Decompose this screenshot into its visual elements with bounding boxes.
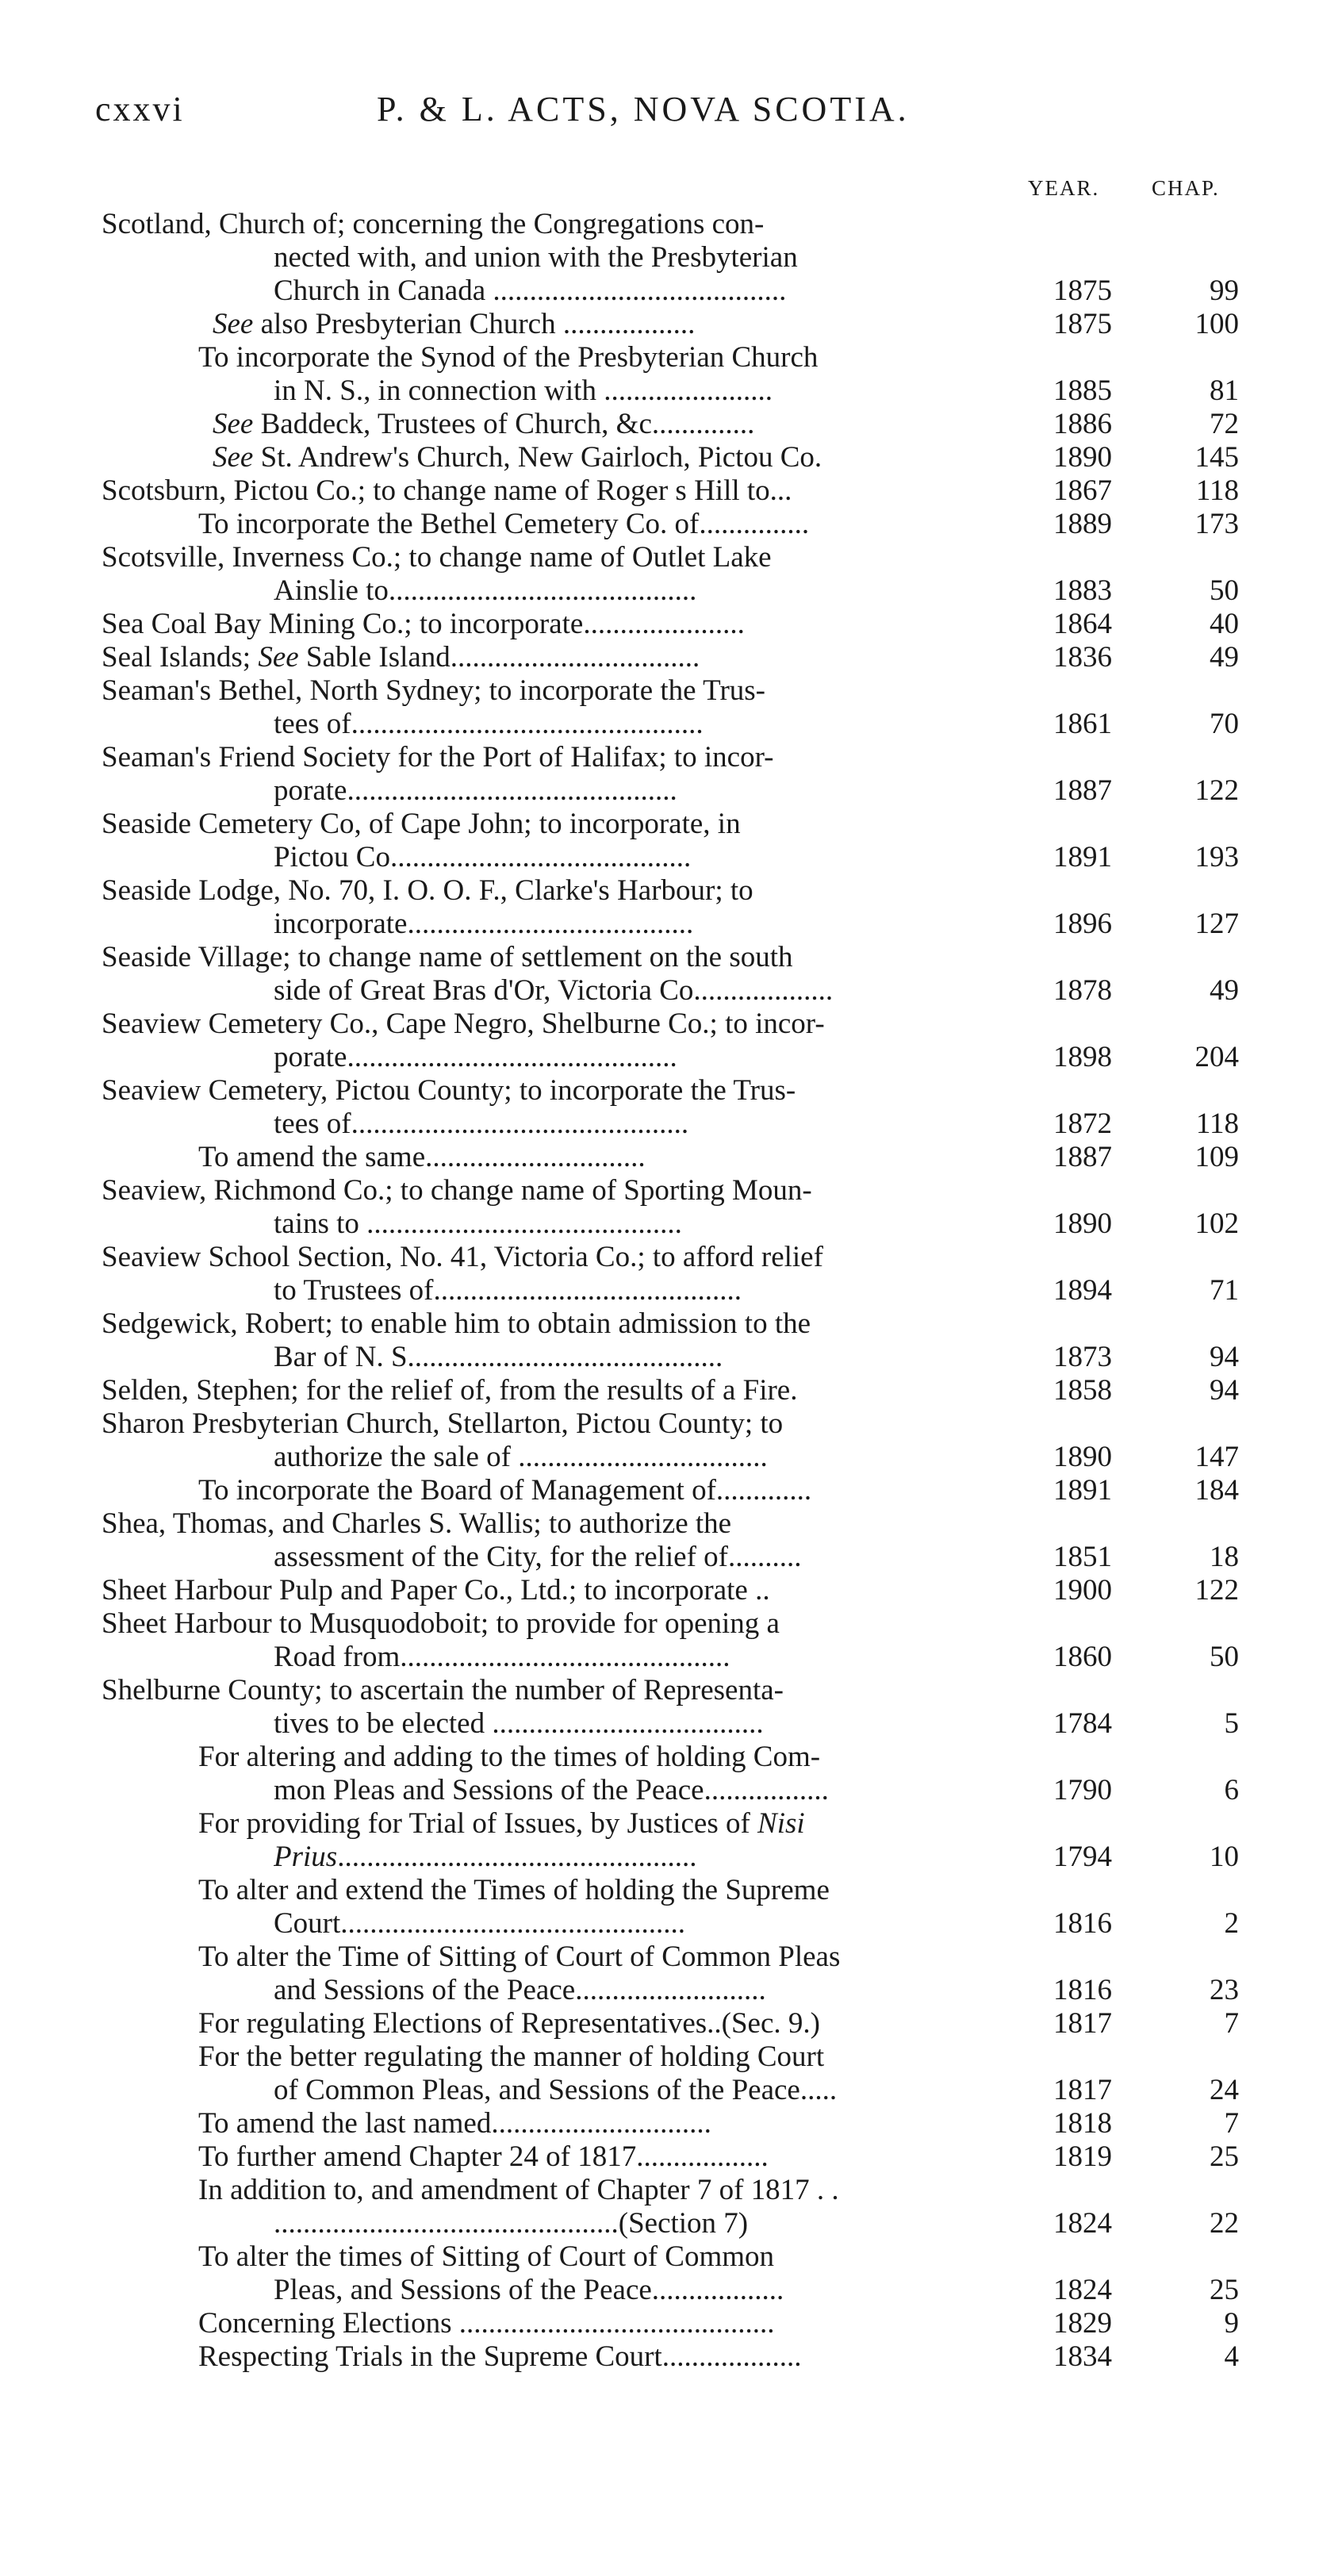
index-entry <box>0 1274 1342 1307</box>
entry-text: and Sessions of the Peace.......................... <box>274 1974 766 2006</box>
entry-text: tees of.............................................. <box>274 1108 689 1140</box>
entry-text: Pleas, and Sessions of the Peace.................. <box>274 2274 784 2306</box>
index-entry <box>0 1141 1342 1174</box>
entry-year: 1824 <box>1053 2207 1112 2240</box>
index-entry <box>0 2274 1342 2307</box>
index-entry <box>0 1041 1342 1074</box>
entry-text: authorize the sale of .................................. <box>274 1441 768 1473</box>
entry-text: Seal Islands; See Sable Island.................................. <box>102 641 700 674</box>
entry-year: 1867 <box>1053 474 1112 507</box>
index-entry <box>0 1507 1342 1541</box>
entry-text: Seaman's Bethel, North Sydney; to incorporate the Trus- <box>102 674 765 707</box>
entry-year: 1818 <box>1053 2107 1112 2140</box>
entry-chapter: 9 <box>1224 2307 1239 2340</box>
entry-year: 1890 <box>1053 1441 1112 1473</box>
entry-year: 1864 <box>1053 608 1112 640</box>
index-entry <box>0 1474 1342 1507</box>
index-entry <box>0 474 1342 508</box>
index-entry <box>0 1807 1342 1841</box>
entry-year: 1851 <box>1053 1541 1112 1573</box>
entry-year: 1898 <box>1053 1041 1112 1073</box>
index-entry <box>0 441 1342 474</box>
entry-year: 1890 <box>1053 441 1112 474</box>
index-entry <box>0 774 1342 808</box>
entry-text: Shelburne County; to ascertain the number of Representa- <box>102 1674 784 1706</box>
index-entry <box>0 741 1342 774</box>
index-entry <box>0 2240 1342 2274</box>
entry-year: 1872 <box>1053 1108 1112 1140</box>
index-entry <box>0 308 1342 341</box>
entry-chapter: 122 <box>1194 1574 1239 1607</box>
entry-chapter: 50 <box>1210 1641 1239 1673</box>
column-header-chap: CHAP. <box>1152 176 1220 200</box>
entry-text: tees of................................................ <box>274 708 704 740</box>
entry-text: nected with, and union with the Presbyterian <box>274 241 798 274</box>
index-entry <box>0 2307 1342 2340</box>
entry-chapter: 118 <box>1195 474 1239 507</box>
index-entry <box>0 1574 1342 1607</box>
entry-chapter: 99 <box>1210 274 1239 307</box>
entry-text: Prius................................................. <box>274 1841 697 1873</box>
index-entry <box>0 341 1342 374</box>
entry-year: 1894 <box>1053 1274 1112 1307</box>
entry-chapter: 24 <box>1210 2074 1239 2106</box>
entry-chapter: 6 <box>1224 1774 1239 1806</box>
entry-text: mon Pleas and Sessions of the Peace................. <box>274 1774 829 1806</box>
entry-year: 1875 <box>1053 274 1112 307</box>
entry-year: 1887 <box>1053 774 1112 807</box>
index-entry <box>0 1074 1342 1108</box>
entry-text: To incorporate the Board of Management of............. <box>198 1474 812 1507</box>
index-entry <box>0 1441 1342 1474</box>
entry-chapter: 2 <box>1224 1907 1239 1940</box>
entry-chapter: 81 <box>1210 374 1239 407</box>
entry-year: 1890 <box>1053 1207 1112 1240</box>
entry-chapter: 10 <box>1210 1841 1239 1873</box>
index-entry <box>0 274 1342 308</box>
index-entry <box>0 608 1342 641</box>
entry-text: Shea, Thomas, and Charles S. Wallis; to authorize the <box>102 1507 732 1540</box>
entry-year: 1816 <box>1053 1974 1112 2006</box>
entry-text: In addition to, and amendment of Chapter 7 of 1817 . . <box>198 2174 839 2206</box>
entry-text: Seaman's Friend Society for the Port of Halifax; to incor- <box>102 741 774 774</box>
page-folio: cxxvi <box>95 90 185 129</box>
entry-year: 1790 <box>1053 1774 1112 1806</box>
entry-year: 1885 <box>1053 374 1112 407</box>
index-entry <box>0 1374 1342 1407</box>
index-entry <box>0 641 1342 674</box>
entry-year: 1816 <box>1053 1907 1112 1940</box>
index-entry <box>0 2174 1342 2207</box>
entry-text: Scotland, Church of; concerning the Congregations con- <box>102 208 765 240</box>
entry-chapter: 50 <box>1210 574 1239 607</box>
entry-text: For the better regulating the manner of holding Court <box>198 2040 825 2073</box>
index-entry <box>0 1874 1342 1907</box>
entry-chapter: 118 <box>1195 1108 1239 1140</box>
entry-text: Seaview Cemetery Co., Cape Negro, Shelburne Co.; to incor- <box>102 1008 825 1040</box>
entry-year: 1834 <box>1053 2340 1112 2373</box>
entry-chapter: 145 <box>1194 441 1239 474</box>
index-entry <box>0 508 1342 541</box>
entry-text: See St. Andrew's Church, New Gairloch, Pictou Co. <box>213 441 822 474</box>
index-entry <box>0 241 1342 274</box>
index-entry <box>0 1108 1342 1141</box>
entry-text: To amend the same.............................. <box>198 1141 646 1173</box>
entry-year: 1817 <box>1053 2074 1112 2106</box>
entry-chapter: 4 <box>1224 2340 1239 2373</box>
index-entry <box>0 2074 1342 2107</box>
entry-year: 1784 <box>1053 1707 1112 1740</box>
index-entry <box>0 1907 1342 1941</box>
entry-text: Church in Canada ........................................ <box>274 274 787 307</box>
entry-text: to Trustees of.......................................... <box>274 1274 742 1307</box>
index-entries <box>0 208 1342 2374</box>
index-entry <box>0 1207 1342 1241</box>
entry-chapter: 122 <box>1194 774 1239 807</box>
entry-year: 1900 <box>1053 1574 1112 1607</box>
entry-chapter: 49 <box>1210 974 1239 1007</box>
entry-text: To incorporate the Bethel Cemetery Co. of............... <box>198 508 810 540</box>
entry-chapter: 7 <box>1224 2107 1239 2140</box>
entry-chapter: 102 <box>1194 1207 1239 1240</box>
entry-chapter: 23 <box>1210 1974 1239 2006</box>
entry-year: 1891 <box>1053 1474 1112 1507</box>
index-entry <box>0 1641 1342 1674</box>
entry-chapter: 100 <box>1194 308 1239 340</box>
entry-text: in N. S., in connection with ....................... <box>274 374 773 407</box>
entry-chapter: 147 <box>1194 1441 1239 1473</box>
running-head <box>95 89 1253 136</box>
entry-chapter: 49 <box>1210 641 1239 674</box>
index-entry <box>0 2107 1342 2140</box>
index-entry <box>0 1774 1342 1807</box>
index-entry <box>0 1674 1342 1707</box>
column-header-year: YEAR. <box>1028 176 1100 200</box>
entry-text: tives to be elected ..................................... <box>274 1707 764 1740</box>
index-entry <box>0 974 1342 1008</box>
index-entry <box>0 1974 1342 2007</box>
index-entry <box>0 708 1342 741</box>
entry-text: To amend the last named.............................. <box>198 2107 711 2140</box>
index-entry <box>0 908 1342 941</box>
entry-year: 1896 <box>1053 908 1112 940</box>
index-entry <box>0 1174 1342 1207</box>
entry-year: 1824 <box>1053 2274 1112 2306</box>
entry-chapter: 5 <box>1224 1707 1239 1740</box>
entry-chapter: 25 <box>1210 2274 1239 2306</box>
index-entry <box>0 1541 1342 1574</box>
entry-text: Sheet Harbour to Musquodoboit; to provide for opening a <box>102 1607 780 1640</box>
entry-chapter: 22 <box>1210 2207 1239 2240</box>
entry-text: Court............................................... <box>274 1907 686 1940</box>
index-entry <box>0 2340 1342 2374</box>
index-entry <box>0 208 1342 241</box>
entry-text: tains to ........................................... <box>274 1207 682 1240</box>
entry-year: 1817 <box>1053 2007 1112 2040</box>
entry-text: For altering and adding to the times of holding Com- <box>198 1741 821 1773</box>
entry-text: of Common Pleas, and Sessions of the Peace..... <box>274 2074 838 2106</box>
entry-text: Sheet Harbour Pulp and Paper Co., Ltd.; to incorporate .. <box>102 1574 770 1607</box>
index-entry <box>0 808 1342 841</box>
entry-chapter: 25 <box>1210 2140 1239 2173</box>
index-entry <box>0 2007 1342 2040</box>
entry-year: 1889 <box>1053 508 1112 540</box>
index-entry <box>0 941 1342 974</box>
index-entry <box>0 1941 1342 1974</box>
entry-text: For providing for Trial of Issues, by Justices of Nisi <box>198 1807 805 1840</box>
entry-text: ...............................................(Section 7) <box>274 2207 749 2240</box>
index-entry <box>0 2040 1342 2074</box>
entry-year: 1836 <box>1053 641 1112 674</box>
index-entry <box>0 374 1342 408</box>
entry-text: To alter the times of Sitting of Court of Common <box>198 2240 775 2273</box>
entry-chapter: 173 <box>1194 508 1239 540</box>
entry-text: Bar of N. S........................................... <box>274 1341 723 1373</box>
entry-text: porate............................................. <box>274 1041 677 1073</box>
entry-text: Sharon Presbyterian Church, Stellarton, Pictou County; to <box>102 1407 784 1440</box>
entry-chapter: 72 <box>1210 408 1239 440</box>
entry-chapter: 109 <box>1194 1141 1239 1173</box>
index-entry <box>0 408 1342 441</box>
index-entry <box>0 1341 1342 1374</box>
entry-text: Respecting Trials in the Supreme Court................... <box>198 2340 802 2373</box>
entry-text: Sea Coal Bay Mining Co.; to incorporate...................... <box>102 608 745 640</box>
index-entry <box>0 674 1342 708</box>
entry-text: incorporate....................................... <box>274 908 694 940</box>
entry-text: Seaside Village; to change name of settlement on the south <box>102 941 793 973</box>
entry-chapter: 18 <box>1210 1541 1239 1573</box>
entry-chapter: 94 <box>1210 1374 1239 1407</box>
entry-text: Sedgewick, Robert; to enable him to obtain admission to the <box>102 1307 811 1340</box>
entry-text: Road from............................................. <box>274 1641 730 1673</box>
entry-text: For regulating Elections of Representatives..(Sec. 9.) <box>198 2007 820 2040</box>
index-entry <box>0 1707 1342 1741</box>
entry-chapter: 40 <box>1210 608 1239 640</box>
entry-year: 1875 <box>1053 308 1112 340</box>
entry-chapter: 184 <box>1194 1474 1239 1507</box>
entry-chapter: 71 <box>1210 1274 1239 1307</box>
entry-year: 1878 <box>1053 974 1112 1007</box>
entry-text: Seaside Lodge, No. 70, I. O. O. F., Clarke's Harbour; to <box>102 874 753 907</box>
entry-text: Selden, Stephen; for the relief of, from the results of a Fire. <box>102 1374 798 1407</box>
index-entry <box>0 574 1342 608</box>
entry-text: porate............................................. <box>274 774 677 807</box>
entry-year: 1794 <box>1053 1841 1112 1873</box>
page-title: P. & L. ACTS, NOVA SCOTIA. <box>377 90 910 129</box>
entry-text: See also Presbyterian Church .................. <box>213 308 696 340</box>
entry-text: To alter and extend the Times of holding the Supreme <box>198 1874 830 1906</box>
entry-year: 1829 <box>1053 2307 1112 2340</box>
entry-chapter: 7 <box>1224 2007 1239 2040</box>
index-entry <box>0 1241 1342 1274</box>
index-entry <box>0 541 1342 574</box>
entry-text: Seaview School Section, No. 41, Victoria Co.; to afford relief <box>102 1241 823 1273</box>
entry-text: To alter the Time of Sitting of Court of Common Pleas <box>198 1941 841 1973</box>
entry-text: Pictou Co......................................... <box>274 841 692 873</box>
entry-text: assessment of the City, for the relief of.......... <box>274 1541 802 1573</box>
entry-text: Scotsburn, Pictou Co.; to change name of Roger s Hill to... <box>102 474 792 507</box>
index-entry <box>0 1607 1342 1641</box>
entry-year: 1873 <box>1053 1341 1112 1373</box>
entry-chapter: 204 <box>1194 1041 1239 1073</box>
index-entry <box>0 1841 1342 1874</box>
index-entry <box>0 1307 1342 1341</box>
entry-text: To incorporate the Synod of the Presbyterian Church <box>198 341 819 374</box>
index-entry <box>0 841 1342 874</box>
index-entry <box>0 1741 1342 1774</box>
entry-year: 1860 <box>1053 1641 1112 1673</box>
index-entry <box>0 2140 1342 2174</box>
index-entry <box>0 874 1342 908</box>
entry-year: 1861 <box>1053 708 1112 740</box>
entry-text: See Baddeck, Trustees of Church, &c.............. <box>213 408 755 440</box>
entry-year: 1858 <box>1053 1374 1112 1407</box>
entry-text: Ainslie to.......................................... <box>274 574 697 607</box>
entry-text: To further amend Chapter 24 of 1817.................. <box>198 2140 769 2173</box>
entry-year: 1891 <box>1053 841 1112 873</box>
entry-chapter: 193 <box>1194 841 1239 873</box>
entry-chapter: 94 <box>1210 1341 1239 1373</box>
index-entry <box>0 2207 1342 2240</box>
entry-year: 1819 <box>1053 2140 1112 2173</box>
entry-year: 1887 <box>1053 1141 1112 1173</box>
index-entry <box>0 1407 1342 1441</box>
entry-text: Seaview, Richmond Co.; to change name of Sporting Moun- <box>102 1174 812 1207</box>
entry-text: Scotsville, Inverness Co.; to change name of Outlet Lake <box>102 541 772 574</box>
entry-year: 1886 <box>1053 408 1112 440</box>
entry-text: side of Great Bras d'Or, Victoria Co................... <box>274 974 834 1007</box>
entry-year: 1883 <box>1053 574 1112 607</box>
entry-text: Seaview Cemetery, Pictou County; to incorporate the Trus- <box>102 1074 796 1107</box>
entry-text: Seaside Cemetery Co, of Cape John; to incorporate, in <box>102 808 741 840</box>
entry-chapter: 70 <box>1210 708 1239 740</box>
index-entry <box>0 1008 1342 1041</box>
entry-chapter: 127 <box>1194 908 1239 940</box>
entry-text: Concerning Elections ........................................... <box>198 2307 775 2340</box>
